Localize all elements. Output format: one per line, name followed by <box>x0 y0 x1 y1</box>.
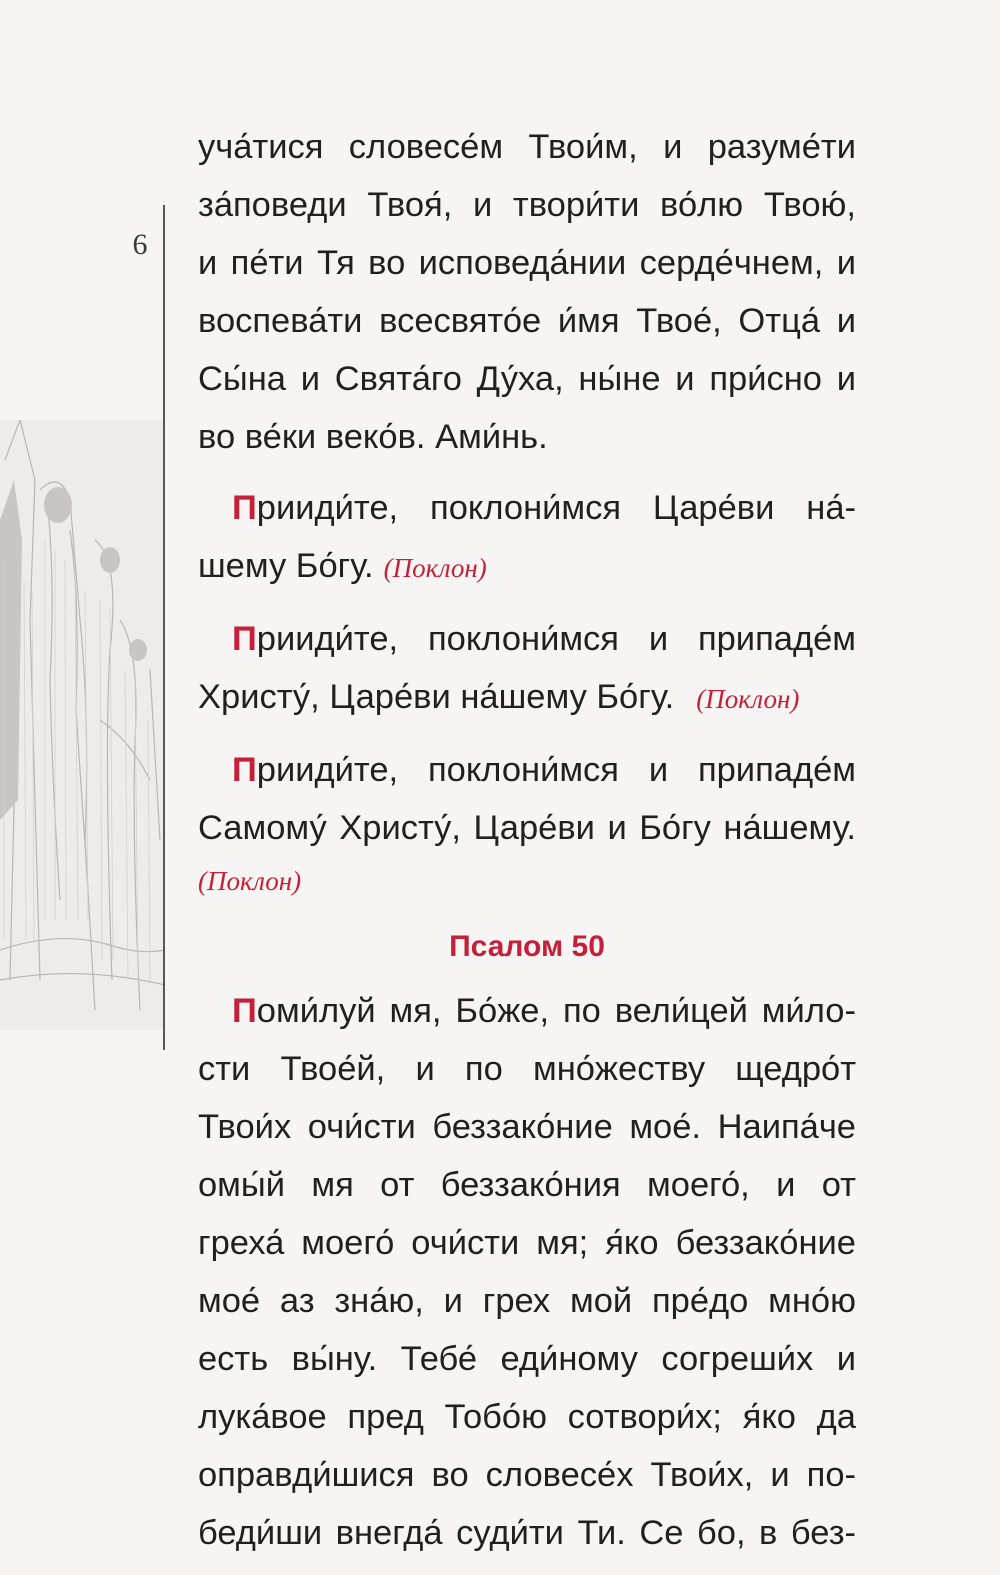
text-line: лука́вое пред Тобо́ю сотвори́х; я́ко да <box>198 1398 856 1436</box>
text-line: беди́ши внегда́ суди́ти Ти. Се бо, в без- <box>198 1514 856 1552</box>
text-line <box>232 741 856 799</box>
drop-initial: П <box>232 620 257 658</box>
invocation-3 <box>198 741 856 905</box>
page-number: 6 <box>132 228 148 261</box>
invocation-text: Христу́, Царе́ви на́шему Бо́гу. <box>198 678 675 716</box>
drop-initial: П <box>232 489 257 527</box>
psalm-text: оми́луй мя, Бо́же, по вели́цей ми́ло- <box>256 992 856 1030</box>
text-line: воспева́ти всесвято́е и́мя Твое́, Отца́ и <box>198 302 856 340</box>
text-line: Твои́х очи́сти беззако́ние мое́. Наипа́че <box>198 1108 856 1146</box>
invocation-text: шему Бо́гу. <box>198 547 374 585</box>
margin-rule <box>163 205 165 1050</box>
text-line: Самому́ Христу́, Царе́ви и Бо́гу на́шему. <box>198 809 856 847</box>
psalm-paragraph <box>198 982 856 1562</box>
text-line <box>198 668 856 728</box>
text-line: за́поведи Твоя́, и твори́ти во́лю Твою́, <box>198 186 856 224</box>
text-line: во ве́ки веко́в. Ами́нь. <box>198 418 548 456</box>
invocation-text: рииди́те, поклони́мся Царе́ви на́- <box>256 489 856 527</box>
text-line: сти Твое́й, и по мно́жеству щедро́т <box>198 1050 856 1088</box>
text-line: есть вы́ну. Тебе́ еди́ному согреши́х и <box>198 1340 856 1378</box>
text-line: греха́ моего́ очи́сти мя; я́ко беззако́ние <box>198 1224 856 1262</box>
intro-paragraph <box>198 118 856 466</box>
rubric-bow: (Поклон) <box>696 684 800 714</box>
text-line: омы́й мя от беззако́ния моего́, и от <box>198 1166 856 1204</box>
main-text <box>198 118 856 1575</box>
rubric-bow: (Поклон) <box>383 553 487 583</box>
drop-initial: П <box>232 751 257 789</box>
text-line <box>232 479 856 537</box>
invocation-2 <box>198 610 856 728</box>
text-line <box>198 982 856 1040</box>
text-line: Сы́на и Свята́го Ду́ха, ны́не и при́сно и <box>198 360 856 398</box>
drop-initial: П <box>232 992 257 1030</box>
text-line: и пе́ти Тя во исповеда́нии серде́чнем, и <box>198 244 856 282</box>
text-line <box>232 610 856 668</box>
invocation-1 <box>198 479 856 597</box>
text-line: мое́ аз зна́ю, и грех мой пре́до мно́ю <box>198 1282 856 1320</box>
text-line: оправди́шися во словесе́х Твои́х, и по- <box>198 1456 856 1494</box>
margin-engraving-illustration <box>0 420 165 1030</box>
rubric-bow: (Поклон) <box>198 866 302 896</box>
invocation-text: рииди́те, поклони́мся и припаде́м <box>256 620 856 658</box>
text-line: уча́тися словесе́м Твои́м, и разуме́ти <box>198 128 856 166</box>
invocation-text: рииди́те, поклони́мся и припаде́м <box>256 751 856 789</box>
text-line <box>198 537 856 597</box>
psalm-heading: Псалом 50 <box>449 930 605 963</box>
